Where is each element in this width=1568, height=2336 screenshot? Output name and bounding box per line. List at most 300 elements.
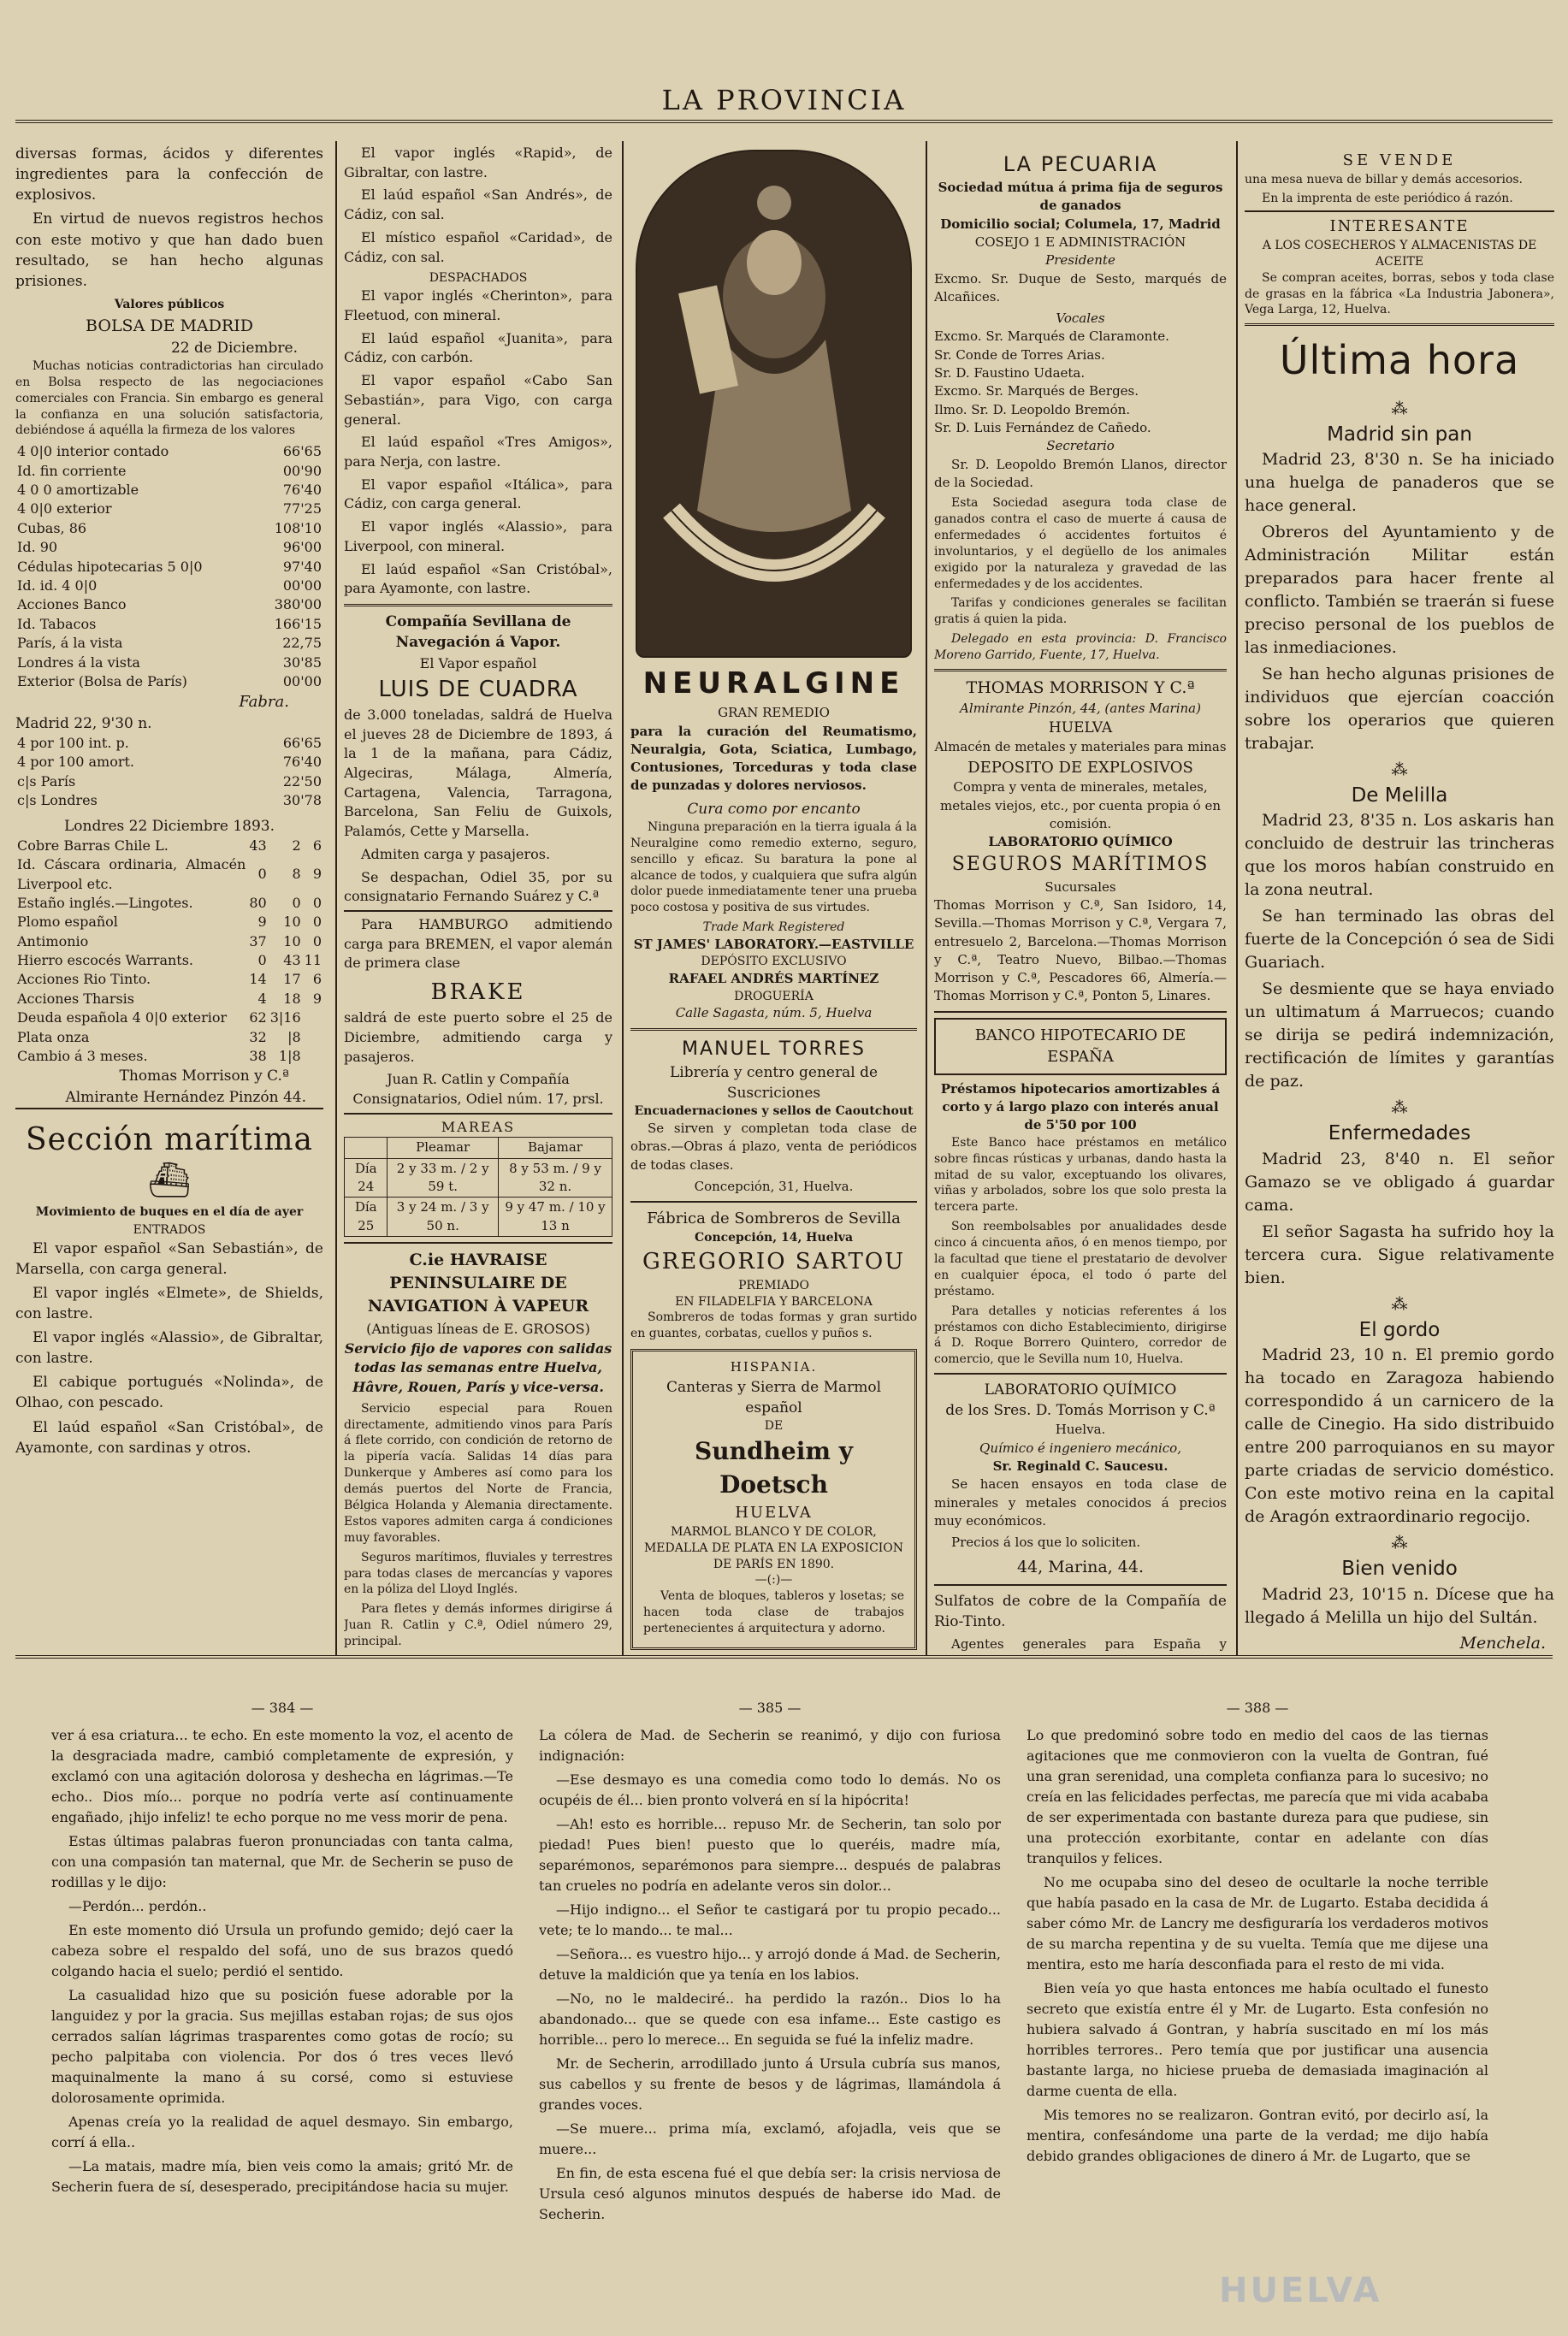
metal-value: 43 <box>283 952 301 969</box>
pecuaria-text: Esta Sociedad asegura toda clase de ganados contra el caso de muerte á causa de enfermedades ó accidentes fortuitos é involuntarios, y el degüello de los animales exigido por la naturaleza y gravedad de las enfermedades y de los accidentes. <box>934 496 1227 591</box>
deposito-text: Compra y venta de minerales, metales, metales viejos, etc., por cuenta propia ó en comisión. <box>939 779 1222 831</box>
quote-name: Id. id. 4 0|0 <box>17 577 98 594</box>
quote-row <box>15 595 323 614</box>
madrid-date: Madrid 22, 9'30 n. <box>15 714 152 732</box>
metal-value: 0 <box>257 952 267 969</box>
bolsa-section-title: Valores públicos <box>114 297 225 311</box>
quote-name: Id. Tabacos <box>17 615 97 632</box>
sombreros-title: Fábrica de Sombreros de Sevilla <box>647 1209 901 1228</box>
quote-row <box>15 519 323 538</box>
news-paragraph: Se desmiente que se haya enviado un ultimatum á Marruecos; cuando se dirija se pedirá indemnización, rectificación de límites y garantías de paz. <box>1245 979 1554 1091</box>
interesante-subtitle: A LOS COSECHEROS Y ALMACENISTAS DE ACEITE <box>1262 238 1537 269</box>
metal-name: Cambio á 3 meses. <box>17 1048 148 1065</box>
havraise-title: C.ie HAVRAISE PENINSULAIRE DE NAVIGATION À VAPEUR <box>367 1250 589 1316</box>
metal-row <box>15 1028 323 1047</box>
stock-quotes-table <box>15 442 323 691</box>
intro-paragraph: diversas formas, ácidos y diferentes ingredientes para la confección de explosivos. <box>15 145 323 204</box>
metal-row <box>15 913 323 931</box>
metal-row <box>15 932 323 951</box>
tides-cell: 2 y 33 m. / 2 y 59 t. <box>388 1158 499 1198</box>
laboratorio-2-chem: Químico é ingeniero mecánico, <box>979 1440 1181 1456</box>
hispania-ad <box>630 1349 917 1650</box>
bolsa-text: Muchas noticias contradictorias han circulado en Bolsa respecto de las negociaciones comerciales con Francia. Sin embargo es general la confianza en una solución satisfactoria, debiéndose á aquélla la firmeza de los valores <box>15 358 323 438</box>
laboratory: ST JAMES' LABORATORY.—EASTVILLE <box>633 937 914 953</box>
ship-entry: El vapor inglés «Rapid», de Gibraltar, con lastre. <box>344 145 612 180</box>
quote-name: Exterior (Bolsa de París) <box>17 673 187 689</box>
london-title: Londres 22 Diciembre 1893. <box>63 817 275 835</box>
vocales-list <box>934 328 1227 437</box>
metal-value: 0 <box>257 866 267 883</box>
news-list <box>1245 398 1554 1629</box>
quote-name: Id. fin corriente <box>17 462 127 479</box>
brake-text: saldrá de este puerto sobre el 25 de Diciembre, admitiendo carga y pasajeros. <box>344 1009 612 1065</box>
quote-value: 380'00 <box>274 596 322 613</box>
serial-column <box>51 1698 513 2322</box>
morrison-text: Almacén de metales y materiales para minas <box>934 739 1227 755</box>
column-3 <box>630 150 917 1651</box>
quote-name: 4 por 100 amort. <box>17 754 135 771</box>
drogueria-owner: RAFAEL ANDRÉS MARTÍNEZ <box>668 971 879 987</box>
masthead-rule <box>15 120 1553 123</box>
quote-row <box>15 615 323 634</box>
quote-value: 30'78 <box>282 792 322 809</box>
column-4 <box>934 150 1227 1651</box>
huelva-label: HUELVA <box>735 1504 813 1523</box>
havraise-text: Seguros marítimos, fluviales y terrestres para todas clases de mercancías y vapores en la póliza del Lloyd Inglés. <box>344 1550 612 1597</box>
laboratorio-2-city: Huelva. <box>1055 1422 1106 1438</box>
serial-paragraph: La cólera de Mad. de Secherin se reanimó, y dijo con furiosa indignación: <box>539 1727 1001 1764</box>
ship-dispatch: El vapor inglés «Alassio», para Liverpool, con mineral. <box>344 518 612 554</box>
laboratorio-title: LABORATORIO QUÍMICO <box>988 834 1173 850</box>
sombreros-address: Concepción, 14, Huelva <box>694 1230 854 1245</box>
quote-row <box>15 653 323 672</box>
quote-value: 00'90 <box>282 462 322 479</box>
quote-name: Acciones Banco <box>17 596 127 613</box>
laboratorio-2-text: Se hacen ensayos en toda clase de minerales y metales conocidos á precios muy económicos. <box>934 1476 1227 1529</box>
tides-cell: 3 y 24 m. / 3 y 50 n. <box>388 1198 499 1237</box>
quote-name: c|s París <box>17 772 76 790</box>
news-paragraph: Madrid 23, 10'15 n. Dícese que ha llegado á Melilla un hijo del Sultán. <box>1245 1584 1554 1627</box>
havraise-text: Para fletes y demás informes dirigirse á Juan R. Catlin y C.ª, Odiel número 29, principal. <box>344 1602 612 1649</box>
quote-row <box>15 772 323 791</box>
ship-dispatch: El vapor español «Itálica», para Cádiz, con carga general. <box>344 476 612 512</box>
havraise-italic: Servicio fijo de vapores con salidas todas las semanas entre Huelva, Hâvre, Rouen, París y vice-versa. <box>344 1340 612 1395</box>
consejo-title: COSEJO 1 E ADMINISTRACIÓN <box>974 234 1186 250</box>
ship-dispatch: El laúd español «Juanita», para Cádiz, con carbón. <box>344 329 612 366</box>
marmol-separator: —(:)— <box>754 1573 793 1588</box>
serial-paragraph: Mis temores no se realizaron. Gontran evitó, por decirlo así, la mentira, confesándome una parte de la verdad; me dijo había debido grandes obligaciones de dinero á Mr. de Lugarto, que se <box>1027 2107 1488 2164</box>
quote-value: 97'40 <box>282 558 322 575</box>
marmol-text: MARMOL BLANCO Y DE COLOR, MEDALLA DE PLATA EN LA EXPOSICION DE PARÍS EN 1890. <box>643 1524 904 1571</box>
quote-row <box>15 481 323 500</box>
quote-name: 4 0|0 interior contado <box>17 443 169 460</box>
metal-value: 9 <box>312 990 322 1007</box>
vende-text-2: En la imprenta de este periódico á razón. <box>1262 192 1513 206</box>
news-paragraph: El señor Sagasta ha sufrido hoy la tercera cura. Sigue relativamente bien. <box>1245 1221 1554 1287</box>
quote-name: Londres á la vista <box>17 653 140 671</box>
cia-subtitle: El Vapor español <box>419 655 537 672</box>
metal-value: 9 <box>257 914 267 931</box>
metal-row <box>15 1047 323 1066</box>
trademark: Trade Mark Registered <box>702 920 845 935</box>
folletin-rule <box>15 1655 1553 1659</box>
metal-name: Cobre Barras Chile L. <box>17 837 169 854</box>
metal-row <box>15 1008 323 1027</box>
metal-value <box>303 1047 323 1066</box>
interesante-text: Se compran aceites, borras, sebos y toda clase de grasas en la fábrica «La Industria Jabonera», Vega Larga, 12, Huelva. <box>1245 270 1554 317</box>
quote-row <box>15 462 323 481</box>
news-title: El gordo <box>1358 1318 1441 1341</box>
quote-row <box>15 734 323 753</box>
serial-paragraph: —Hijo indigno... el Señor te castigará por tu propio pecado... vete; te lo mando... te mal... <box>539 1901 1001 1938</box>
vende-text: una mesa nueva de billar y demás accesorios. <box>1245 172 1524 186</box>
quote-value: 66'65 <box>282 735 322 752</box>
tides-cell: 8 y 53 m. / 9 y 32 n. <box>498 1158 612 1198</box>
drogueria-label: DROGUERÍA <box>734 989 814 1003</box>
metal-value: 17 <box>283 971 301 988</box>
metal-value: 32 <box>249 1028 267 1045</box>
movement-title: Movimiento de buques en el día de ayer <box>35 1204 304 1219</box>
metal-value: 18 <box>283 990 301 1007</box>
metal-value: 62 <box>249 1009 267 1026</box>
ship-entry: El místico español «Caridad», de Cádiz, con sal. <box>344 228 612 265</box>
tides-row <box>345 1198 612 1237</box>
brake-title: BRAKE <box>430 979 526 1006</box>
sombreros-text: Sombreros de todas formas y gran surtido en guantes, corbatas, cuellos y puños s. <box>630 1310 917 1341</box>
column-rule <box>1236 141 1238 1655</box>
metal-row <box>15 894 323 913</box>
archive-watermark: HUELVA <box>1219 2271 1382 2310</box>
quote-row <box>15 791 323 810</box>
serial-paragraph: —Ah! esto es horrible... repuso Mr. de Secherin, tan solo por piedad! Pues bien! puesto que lo queréis, madre mía, separémonos, separémonos para siempre... después de palabras tan crueles no podría en adelante veros sin dolor... <box>539 1816 1001 1894</box>
metal-value: 0 <box>312 932 322 949</box>
serial-paragraph: Estas últimas palabras fueron pronunciadas con tanta calma, con una compasión tan maternal, que Mr. de Secherin se puso de rodillas y le dijo: <box>51 1833 513 1890</box>
hispania-title: HISPANIA. <box>730 1359 818 1375</box>
metal-value: |8 <box>287 1028 301 1045</box>
news-signature: Menchela. <box>1459 1634 1546 1651</box>
sulfatos-text: Agentes generales para España y <box>951 1635 1227 1651</box>
metal-value: 0 <box>292 894 301 911</box>
tides-cell: Día 25 <box>345 1198 388 1237</box>
bolsa-subtitle: BOLSA DE MADRID <box>86 316 253 335</box>
metal-value: 14 <box>249 971 267 988</box>
metal-row <box>15 855 323 894</box>
vende-title: SE VENDE <box>1342 151 1457 169</box>
quote-name: 4 0 0 amortizable <box>17 482 139 499</box>
cia-sevillana-title: Compañía Sevillana de Navegación á Vapor. <box>385 612 571 652</box>
interesante-title: INTERESANTE <box>1329 217 1470 236</box>
quote-value: 22'50 <box>282 772 322 790</box>
london-metals-table <box>15 837 323 1067</box>
news-paragraph: Se han hecho algunas prisiones de individuos que ejercían coacción sobre los operarios que quieren trabajar. <box>1245 664 1554 753</box>
news-paragraph: Madrid 23, 8'30 n. Se ha iniciado una huelga de panaderos que se hace general. <box>1245 450 1554 516</box>
metal-name: Antimonio <box>17 932 89 949</box>
mareas-title: MAREAS <box>441 1118 516 1135</box>
metal-row <box>15 951 323 970</box>
metal-value: 43 <box>249 837 267 854</box>
pecuaria-title: LA PECUARIA <box>1003 152 1158 176</box>
column-1 <box>15 144 323 1649</box>
laboratorio-2-text-2: Precios á los que lo soliciten. <box>951 1535 1141 1551</box>
morrison-city: HUELVA <box>1048 719 1113 737</box>
news-title: Bien venido <box>1341 1557 1458 1580</box>
laboratorio-2-name: Sr. Reginald C. Saucesu. <box>992 1458 1169 1475</box>
quote-row <box>15 577 323 595</box>
pecuaria-subtitle: Sociedad mútua á prima fija de seguros de ganados <box>938 180 1223 214</box>
ship-text: Se despachan, Odiel 35, por su consignatario Fernando Suárez y C.ª <box>344 868 612 905</box>
ultima-hora-title: Última hora <box>1279 337 1520 384</box>
metal-value <box>303 1028 323 1047</box>
quote-name: 4 0|0 exterior <box>17 500 112 517</box>
cura-text: Ninguna preparación en la tierra iguala á la Neuralgine como remedio externo, seguro, sencillo y eficaz. Su baratura la pone al alcance de todos, y cualquiera que sufra algún dolor puede inmediatamente tener una prueba poco costosa y positiva de sus virtudes. <box>630 819 917 915</box>
serial-paragraph: —Ese desmayo es una comedia como todo lo demás. No os ocupéis de él... bien pronto volverá en sí la hipócrita! <box>539 1771 1001 1808</box>
hamburgo-text: Para HAMBURGO admitiendo carga para BREMEN, el vapor alemán de primera clase <box>344 916 612 972</box>
news-title: Madrid sin pan <box>1327 423 1472 446</box>
despachados-label: DESPACHADOS <box>429 271 528 286</box>
ship-dispatch: El vapor inglés «Cherinton», para Fleetuod, con mineral. <box>344 287 612 323</box>
drogueria-address: Calle Sagasta, núm. 5, Huelva <box>675 1005 873 1021</box>
metal-value <box>303 1008 323 1027</box>
news-paragraph: Madrid 23, 10 n. El premio gordo ha tocado en Zaragoza habiendo correspondido á un carnicero de la calle de Cinegio. Ha sido distribuido entre 200 parroquianos en su mayor parte criadas de servicio doméstico. Con este motivo reina en la capital de Aragón extraordinario regocijo. <box>1245 1345 1554 1526</box>
ship-text: de 3.000 toneladas, saldrá de Huelva el jueves 28 de Diciembre de 1893, á la 1 de la mañana, para Cádiz, Algeciras, Málaga, Almería, Cartagena, Valencia, Tarragona, Barcelona, San Feliu de Guixols, Palamós, Cette y Marsella. <box>344 706 612 840</box>
metal-value: 9 <box>312 866 322 883</box>
cura-title: Cura como por encanto <box>687 800 861 818</box>
laboratorio-2-subtitle: de los Sres. D. Tomás Morrison y C.ª <box>945 1402 1216 1420</box>
metal-value: 10 <box>283 914 301 931</box>
marmol-text-2: Venta de bloques, tableros y losetas; se hacen toda clase de trabajos pertenecientes á arquitectura y adorno. <box>643 1589 904 1636</box>
delegado: Delegado en esta provincia: D. Francisco Moreno Garrido, Fuente, 17, Huelva. <box>934 632 1227 663</box>
column-5 <box>1245 150 1554 1651</box>
signature: Thomas Morrison y C.ª <box>119 1067 289 1085</box>
torres-subtitle-2: Encuadernaciones y sellos de Caoutchout <box>634 1104 914 1119</box>
metal-value: 80 <box>249 894 267 911</box>
banco-text-2: Son reembolsables por anualidades desde cinco á cincuenta años, ó en menos tiempo, por la facultad que tiene el prestatario de devolver en cualquier época, el todo ó parte del préstamo. <box>934 1220 1227 1298</box>
ship-name: LUIS DE CUADRA <box>378 676 578 702</box>
serial-paragraph: Apenas creía yo la realidad de aquel desmayo. Sin embargo, corrí á ella.. <box>51 2114 513 2150</box>
quote-value: 66'65 <box>282 443 322 460</box>
presidente: Excmo. Sr. Duque de Sesto, marqués de Alcañices. <box>934 270 1227 305</box>
morrison-address: Almirante Pinzón, 44, (antes Marina) <box>960 701 1201 716</box>
ship-dispatch: El vapor español «Cabo San Sebastián», para Vigo, con carga general. <box>344 372 612 428</box>
quote-value: 76'40 <box>282 482 322 499</box>
intro-paragraph: En virtud de nuevos registros hechos con este motivo y que han dado buen resultado, se han hecho algunas prisiones. <box>15 210 323 290</box>
column-rule <box>622 141 624 1655</box>
sucursales-heading: Sucursales <box>1044 878 1116 895</box>
neuralgine-illustration <box>636 150 912 658</box>
metal-value: 4 <box>257 990 267 1007</box>
news-ornament: ⁂ <box>1391 1294 1408 1314</box>
torres-address: Concepción, 31, Huelva. <box>694 1179 854 1195</box>
serial-column <box>1027 1698 1488 2322</box>
metal-value: 6 <box>312 971 322 988</box>
signature-address: Almirante Hernández Pinzón 44. <box>15 1087 323 1109</box>
ship-text: Admiten carga y pasajeros. <box>361 845 551 862</box>
metal-row <box>15 837 323 855</box>
tides-header: Pleamar <box>388 1138 499 1158</box>
serial-paragraph: En fin, de esta escena fué el que debía ser: la crisis nerviosa de Ursula cesó algunos minutos después de haberse ido Mad. de Secherin. <box>539 2165 1001 2222</box>
quote-name: Id. 90 <box>17 539 58 556</box>
news-title: De Melilla <box>1351 784 1448 807</box>
tides-header <box>345 1138 388 1158</box>
sartou-title: GREGORIO SARTOU <box>642 1248 906 1274</box>
agency-signature: Fabra. <box>239 693 289 712</box>
serial-paragraph: —No, no le maldeciré.. ha perdido la razón.. Dios lo ha abandonado... que se quede con esa infame... Este castigo es horrible... pero lo merece... En seguida se fué la infeliz madre. <box>539 1990 1001 2048</box>
quote-row <box>15 442 323 461</box>
morrison-title: THOMAS MORRISON Y C.ª <box>966 678 1195 698</box>
tides-row <box>345 1158 612 1198</box>
laboratorio-2-title: LABORATORIO QUÍMICO <box>984 1381 1177 1399</box>
quote-row <box>15 672 323 691</box>
entrados-label: ENTRADOS <box>133 1222 206 1237</box>
metal-value: 10 <box>283 932 301 949</box>
tides-cell: 9 y 47 m. / 10 y 13 n <box>498 1198 612 1237</box>
quote-row <box>15 558 323 577</box>
metal-name: Deuda española 4 0|0 exterior <box>17 1009 228 1026</box>
ship-entry: El vapor inglés «Alassio», de Gibraltar, con lastre. <box>15 1329 323 1368</box>
serial-paragraph: En este momento dió Ursula un profundo gemido; dejó caer la cabeza sobre el respaldo del sofá, uno de sus brazos quedó colgando hacia el suelo; perdió el sentido. <box>51 1922 513 1979</box>
serial-paragraph: —La matais, madre mía, bien veis como la amais; gritó Mr. de Secherin fuera de sí, desesperado, precipitándose hacia su mujer. <box>51 2158 513 2195</box>
ship-entry: El laúd español «San Andrés», de Cádiz, con sal. <box>344 186 612 223</box>
ship-entry: El vapor inglés «Elmete», de Shields, con lastre. <box>15 1284 323 1322</box>
brake-signature-2: Consignatarios, Odiel núm. 17, prsl. <box>352 1090 604 1107</box>
serial-paragraph: —Perdón... perdón.. <box>68 1898 207 1914</box>
metal-name: Id. Cáscara ordinaria, Almacén Liverpool etc. <box>17 856 246 892</box>
news-ornament: ⁂ <box>1391 1098 1408 1118</box>
ship-entry: El cabique portugués «Nolinda», de Olhao, con pescado. <box>15 1374 323 1412</box>
metal-value: 37 <box>249 932 267 949</box>
stock-quotes-table-2 <box>15 734 323 811</box>
tides-header: Bajamar <box>498 1138 612 1158</box>
maritime-section-title: Sección marítima <box>25 1121 313 1157</box>
quote-value: 00'00 <box>282 577 322 594</box>
news-title: Enfermedades <box>1328 1122 1471 1145</box>
serial-page-number: — 385 — <box>738 1700 802 1716</box>
torres-subtitle: Librería y centro general de Suscriciones <box>669 1064 879 1103</box>
metal-name: Plomo español <box>17 914 118 931</box>
remedio-text: para la curación del Reumatismo, Neuralgia, Gota, Sciatica, Lumbago, Contusiones, Torceduras y toda clase de punzadas y dolores nerviosos. <box>630 723 917 794</box>
banco-title: BANCO HIPOTECARIO DE ESPAÑA <box>934 1018 1227 1075</box>
torres-text: Se sirven y completan toda clase de obras.—Obras á plazo, venta de periódicos de todas clases. <box>630 1121 917 1173</box>
metal-name: Acciones Rio Tinto. <box>17 971 151 988</box>
ship-icon: ⛴ <box>147 1160 192 1200</box>
presidente-heading: Presidente <box>1045 252 1115 269</box>
secretario: Sr. D. Leopoldo Bremón Llanos, director de la Sociedad. <box>934 456 1227 490</box>
sucursales-text: Thomas Morrison y C.ª, San Isidoro, 14, Sevilla.—Thomas Morrison y C.ª, Vergara 7, entresuelo 2, Barcelona.—Thomas Morrison y C.ª, Teatro Nuevo, Bilbao.—Thomas Morrison y C.ª, Pescadores 66, Almería.—Thomas Morrison y C.ª, Ponton 5, Linares. <box>934 896 1227 1004</box>
metal-value: 2 <box>292 837 301 854</box>
de-label: DE <box>764 1418 784 1433</box>
seguros-title: SEGUROS MARÍTIMOS <box>951 854 1210 876</box>
neuralgine-title: NEURALGINE <box>642 666 905 701</box>
quote-row <box>15 634 323 653</box>
news-ornament: ⁂ <box>1391 1533 1408 1552</box>
ship-entry: El laúd español «San Cristóbal», de Ayamonte, con sardinas y otros. <box>15 1418 323 1457</box>
quote-name: Cubas, 86 <box>17 519 87 536</box>
masthead: LA PROVINCIA <box>661 84 907 116</box>
quote-name: Cédulas hipotecarias 5 0|0 <box>17 558 203 575</box>
metal-value: 11 <box>304 952 322 969</box>
brake-signature: Juan R. Catlin y Compañía <box>387 1071 570 1088</box>
vocal-item: Excmo. Sr. Marqués de Berges. <box>934 383 1139 399</box>
pecuaria-domicile: Domicilio social; Columela, 17, Madrid <box>940 216 1221 232</box>
serial-paragraph: —Se muere... prima mía, exclamó, afojadla, veis que se muere... <box>539 2120 1001 2157</box>
havraise-text: Servicio especial para Rouen directamente, admitiendo vinos para París á flete corrido, con condición de retorno de la pipería vacía. Salidas 14 días para Dunkerque y Amberes así como para los demás puertos del Norte de Francia, Bélgica Holanda y Alemania directamente. Estos vapores admiten carga á condiciones muy favorables. <box>344 1401 612 1545</box>
quote-value: 108'10 <box>274 519 322 536</box>
pecuaria-text-2: Tarifas y condiciones generales se facilitan gratis á quien la pida. <box>934 596 1227 627</box>
column-rule <box>335 141 337 1655</box>
ship-dispatch: El laúd español «Tres Amigos», para Nerja, con lastre. <box>344 434 612 470</box>
quote-row <box>15 753 323 772</box>
sulfatos-title: Sulfatos de cobre de la Compañía de Rio-Tinto. <box>934 1592 1227 1630</box>
news-paragraph: Madrid 23, 8'35 n. Los askaris han concluido de destruir las trincheras que los moros habían construido en la zona neutral. <box>1245 811 1554 900</box>
serial-paragraph: No me ocupaba sino del deseo de ocultarle la noche terrible que había pasado en la casa de Mr. de Lugarto. Estaba decidida á saber cómo Mr. de Lancry me desfiguraría los verdaderos motivos de su marcha repentina y de su vuelta. Temía que me dijese una mentira, esto me haría desconfiada para el resto de mi vida. <box>1027 1874 1488 1972</box>
ship-entry: El vapor español «San Sebastián», de Marsella, con carga general. <box>15 1239 323 1278</box>
metal-value: 0 <box>312 894 322 911</box>
tides-header-row <box>345 1138 612 1158</box>
secretario-heading: Secretario <box>1046 438 1115 454</box>
serial-page-number: — 388 — <box>1226 1700 1289 1716</box>
metal-row <box>15 970 323 989</box>
vocales-heading: Vocales <box>1056 310 1105 327</box>
metal-value: 38 <box>249 1048 267 1065</box>
metal-value: 6 <box>312 837 322 854</box>
quote-value: 76'40 <box>282 754 322 771</box>
tides-table <box>344 1137 612 1236</box>
metal-name: Plata onza <box>17 1028 90 1045</box>
vocal-item: Excmo. Sr. Marqués de Claramonte. <box>934 328 1169 345</box>
canteras-title: Canteras y Sierra de Marmol español <box>666 1378 882 1416</box>
serial-page-number: — 384 — <box>251 1700 314 1716</box>
serial-paragraph: ver á esa criatura... te echo. En este momento la voz, el acento de la desgraciada madre, cambió completamente de expresión, y exclamó con una agitación dolorosa y deshecha en lágrimas.—Te echo.. Dios mío... porque no podría verte así continuamente engañado, ¡hijo infeliz! te echo porque no me vess morir de pena. <box>51 1727 513 1825</box>
quote-name: París, á la vista <box>17 635 123 652</box>
metal-value: 0 <box>312 914 322 931</box>
vocal-item: Sr. D. Faustino Udaeta. <box>934 365 1086 381</box>
metal-value: 1|8 <box>278 1048 301 1065</box>
quote-row <box>15 538 323 557</box>
metal-value: 8 <box>292 866 301 883</box>
news-paragraph: Obreros del Ayuntamiento y de Administración Militar están preparados para hacer frente al conflicto. También se traerán si fuese preciso personal de los pueblos de las inmediaciones. <box>1245 523 1554 658</box>
sundheim-title: Sundheim y Doetsch <box>695 1436 853 1499</box>
metal-name: Hierro escocés Warrants. <box>17 952 194 969</box>
news-ornament: ⁂ <box>1391 760 1408 779</box>
tides-cell: Día 24 <box>345 1158 388 1198</box>
quote-value: 22,75 <box>282 635 322 652</box>
serial-column <box>539 1698 1001 2322</box>
vocal-item: Ilmo. Sr. D. Leopoldo Bremón. <box>934 401 1131 417</box>
laboratorio-2-address: 44, Marina, 44. <box>1016 1557 1145 1576</box>
news-paragraph: Se han terminado las obras del fuerte de la Concepción ó sea de Sidi Guariach. <box>1245 907 1554 973</box>
quote-value: 166'15 <box>274 615 322 632</box>
metal-row <box>15 990 323 1008</box>
deposito-title: DEPOSITO DE EXPLOSIVOS <box>967 758 1193 777</box>
quote-value: 96'00 <box>282 539 322 556</box>
news-ornament: ⁂ <box>1391 399 1408 418</box>
quote-name: c|s Londres <box>17 792 98 809</box>
banco-text-3: Para detalles y noticias referentes á los préstamos con dicho Establecimiento, dirigirse á D. Roque Borrero Quintero, corredor de comercio, que le Sevilla num 10, Huelva. <box>934 1304 1227 1367</box>
quote-value: 77'25 <box>282 500 322 517</box>
metal-name: Acciones Tharsis <box>17 990 134 1007</box>
ship-dispatch: El laúd español «San Cristóbal», para Ayamonte, con lastre. <box>344 560 612 597</box>
remedio-title: GRAN REMEDIO <box>718 705 830 721</box>
column-rule <box>926 141 927 1655</box>
news-paragraph: Madrid 23, 8'40 n. El señor Gamazo se ve obligado á guardar cama. <box>1245 1149 1554 1215</box>
deposito-label: DEPÓSITO EXCLUSIVO <box>701 955 847 969</box>
serial-paragraph: La casualidad hizo que su posición fuese adorable por la languidez y por la gracia. Sus mejillas estaban rojas; de sus ojos cerrados salían lágrimas trasparentes como gotas de rocío; su pecho palpitaba con violencia. Por dos ó tres veces llevó maquinalmente la mano á su corsé, como si estuviese dolorosamente oprimida. <box>51 1987 513 2106</box>
quote-value: 00'00 <box>282 673 322 689</box>
havraise-subtitle: (Antiguas líneas de E. GROSOS) <box>366 1320 590 1337</box>
vocal-item: Sr. Conde de Torres Arias. <box>934 346 1105 363</box>
quote-value: 30'85 <box>282 653 322 671</box>
quote-name: 4 por 100 int. p. <box>17 735 129 752</box>
